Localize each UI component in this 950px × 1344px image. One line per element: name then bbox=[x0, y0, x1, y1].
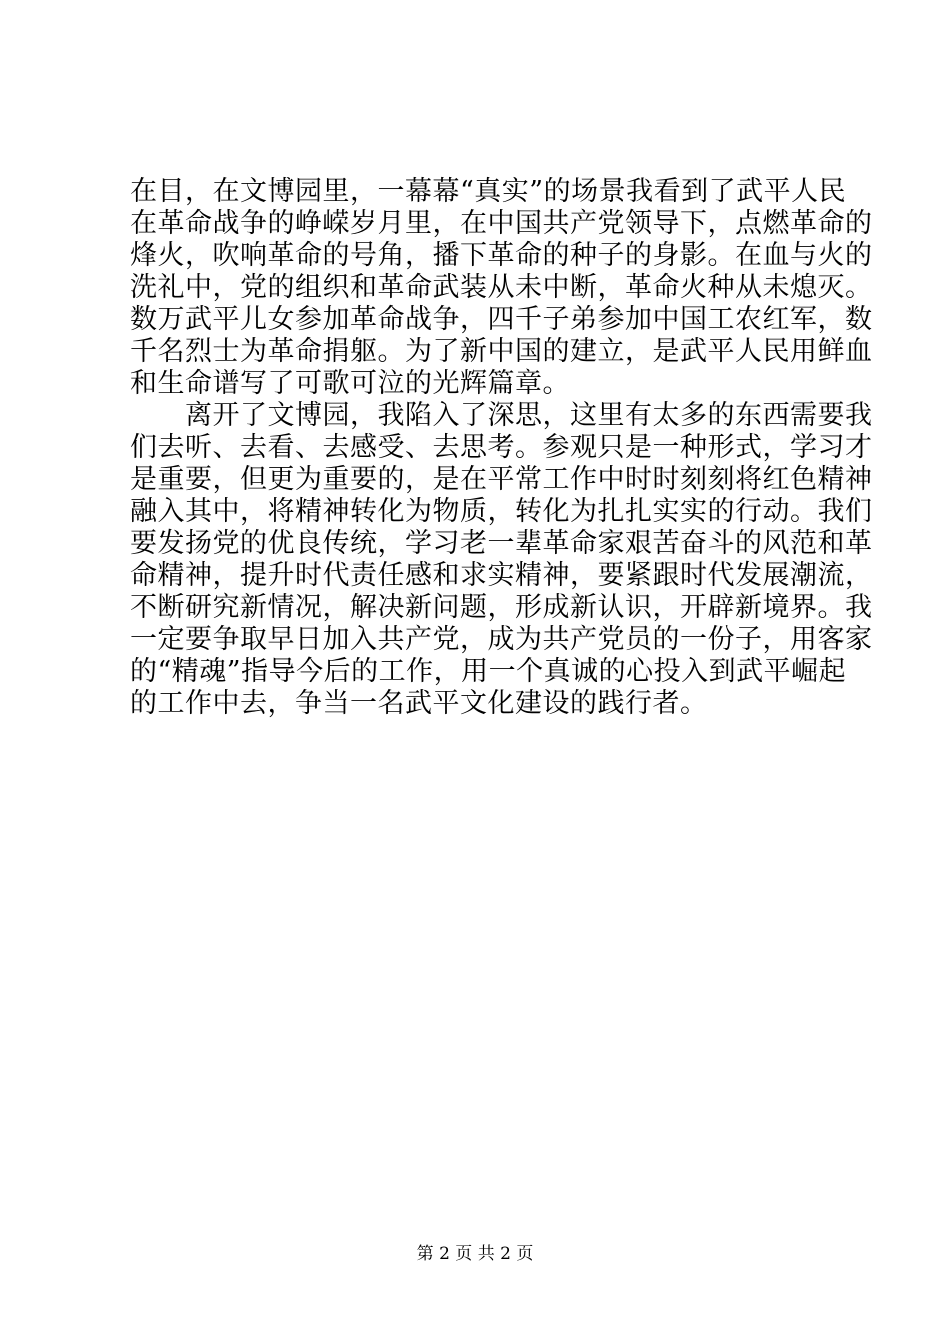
text-line: 的工作中去，争当一名武平文化建设的践行者。 bbox=[130, 688, 708, 719]
text-line: 离开了文博园，我陷入了深思，这里有太多的东西需要我 bbox=[130, 400, 873, 431]
document-body bbox=[130, 176, 873, 720]
text-line: 是重要，但更为重要的，是在平常工作中时时刻刻将红色精神 bbox=[130, 464, 873, 495]
paragraph-1 bbox=[130, 176, 873, 400]
text-line: 在革命战争的峥嵘岁月里，在中国共产党领导下，点燃革命的 bbox=[130, 208, 873, 239]
text-line: 们去听、去看、去感受、去思考。参观只是一种形式，学习才 bbox=[130, 432, 873, 463]
paragraph-2 bbox=[130, 400, 873, 720]
text-line: 和生命谱写了可歌可泣的光辉篇章。 bbox=[130, 368, 570, 399]
text-line: 洗礼中，党的组织和革命武装从未中断，革命火种从未熄灭。 bbox=[130, 272, 873, 303]
text-line: 千名烈士为革命捐躯。为了新中国的建立，是武平人民用鲜血 bbox=[130, 336, 873, 367]
text-line: 烽火，吹响革命的号角，播下革命的种子的身影。在血与火的 bbox=[130, 240, 873, 271]
text-line: 不断研究新情况，解决新问题，形成新认识，开辟新境界。我 bbox=[130, 592, 873, 623]
text-line: 数万武平儿女参加革命战争，四千子弟参加中国工农红军，数 bbox=[130, 304, 873, 335]
text-line: 一定要争取早日加入共产党，成为共产党员的一份子，用客家 bbox=[130, 624, 873, 655]
text-line: 融入其中，将精神转化为物质，转化为扎扎实实的行动。我们 bbox=[130, 496, 873, 527]
text-line: 命精神，提升时代责任感和求实精神，要紧跟时代发展潮流， bbox=[130, 560, 873, 591]
text-line: 要发扬党的优良传统，学习老一辈革命家艰苦奋斗的风范和革 bbox=[130, 528, 873, 559]
text-line: 的“精魂”指导今后的工作，用一个真诚的心投入到武平崛起 bbox=[130, 656, 847, 687]
page-footer bbox=[0, 1244, 950, 1264]
text-line: 在目，在文博园里，一幕幕“真实”的场景我看到了武平人民 bbox=[130, 176, 847, 207]
page-number-label: 第 2 页 共 2 页 bbox=[416, 1244, 534, 1264]
